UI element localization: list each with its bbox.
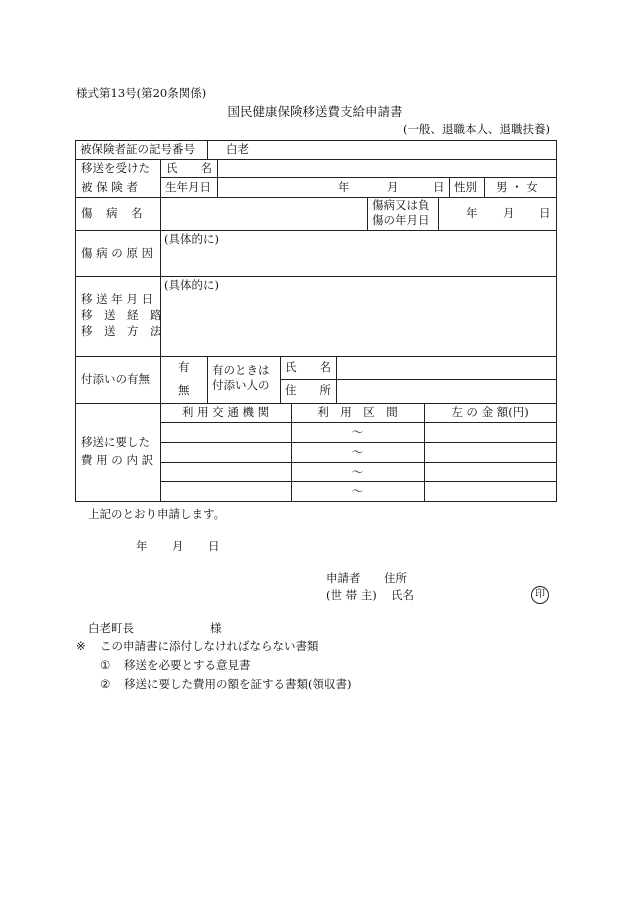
seal-mark: 印 [531,586,549,604]
note-item-2-text: 移送に要した費用の額を証する書類(領収書) [124,677,352,691]
honorific: 様 [210,621,222,635]
birth-date-label: 生年月日 [165,180,211,194]
gender-options[interactable]: 男 ・ 女 [496,180,538,194]
statement: 上記のとおり申請します。 [88,507,226,521]
cost-row-1-tilde: ～ [351,425,364,439]
injury-day-unit: 日 [539,206,551,220]
insured-label-line2: 被 保 険 者 [81,180,138,194]
transfer-label-line3: 移 送 方 法 [81,324,162,338]
addressee: 白老町長 [88,621,134,635]
form-number: 様式第13号(第20条関係) [76,86,207,100]
birth-month-unit: 月 [387,180,399,194]
attendant-label: 付添いの有無 [81,372,150,386]
attendant-yes-option[interactable]: 有 [178,360,190,374]
attendant-name-field[interactable] [337,357,555,378]
disease-name-label: 傷 病 名 [81,206,144,220]
note-title: この申請書に添付しなければならない書類 [100,639,319,653]
cost-header-amount: 左 の 金 額(円) [451,405,529,419]
transfer-hint: (具体的に) [164,278,219,292]
insurance-card-value[interactable]: 白老 [226,142,249,156]
cost-header-transport: 利 用 交 通 機 関 [181,405,270,419]
cost-label-line2: 費 用 の 内 訳 [81,453,154,467]
injury-year-unit: 年 [466,206,478,220]
birth-year-unit: 年 [338,180,350,194]
cost-header-section: 利 用 区 間 [317,405,398,419]
cause-label: 傷 病 の 原 因 [81,246,154,260]
attendant-no-option[interactable]: 無 [178,383,190,397]
household-head-label: (世 帯 主) [326,588,377,602]
cause-hint: (具体的に) [164,232,219,246]
applicant-label: 申請者 [326,571,361,585]
insurance-card-label: 被保険者証の記号番号 [80,142,195,156]
injury-date-label-line2: 傷の年月日 [372,213,430,227]
insured-name-label: 氏 名 [166,161,212,175]
disease-name-field[interactable] [161,198,366,230]
transfer-label-line2: 移 送 経 路 [81,308,162,322]
note-item-2-number: ② [100,677,111,691]
applicant-name-label: 氏名 [391,588,414,602]
attendant-name-label: 氏 名 [285,360,331,374]
gender-label: 性別 [454,180,477,194]
note-mark: ※ [76,639,86,653]
cost-row-4-tilde: ～ [351,484,364,498]
attendant-address-field[interactable] [337,380,555,402]
injury-month-unit: 月 [503,206,515,220]
attendant-if-line1: 有のときは [212,363,270,377]
cost-label-line1: 移送に要した [81,435,150,449]
insured-name-field[interactable] [218,160,555,177]
note-item-1-number: ① [100,658,111,672]
cause-field[interactable] [161,248,555,275]
attendant-address-label: 住 所 [285,383,331,397]
footer-month-unit: 月 [172,539,184,553]
note-item-1-text: 移送を必要とする意見書 [124,658,251,672]
transfer-label-line1: 移 送 年 月 日 [81,292,154,306]
form-title: 国民健康保険移送費支給申請書 [227,104,403,119]
birth-day-unit: 日 [433,180,445,194]
cost-row-3-tilde: ～ [351,465,364,479]
cost-row-2-tilde: ～ [351,445,364,459]
attendant-if-line2: 付添い人の [212,378,270,392]
applicant-address-label: 住所 [384,571,407,585]
birth-date-field[interactable] [218,178,448,197]
insured-label-line1: 移送を受けた [81,161,150,175]
footer-day-unit: 日 [208,539,220,553]
category-note: (一般、退職本人、退職扶養) [403,122,550,136]
transfer-field[interactable] [161,294,555,355]
injury-date-label-line1: 傷病又は負 [372,198,430,212]
footer-year-unit: 年 [136,539,148,553]
